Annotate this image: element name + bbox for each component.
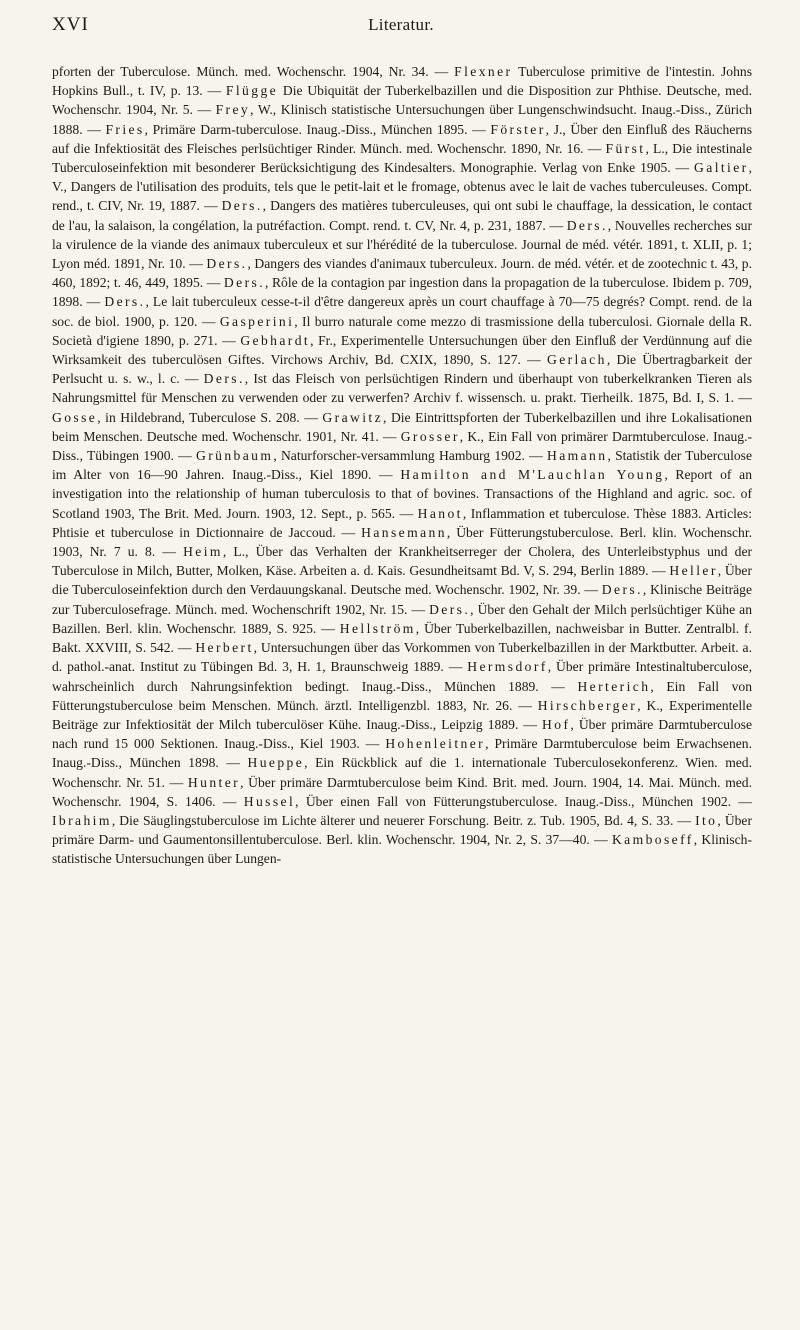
reference-text: , W., Klinisch statistische Untersuchungen über Lungenschwindsucht. Inaug.-Diss., Zürich 1888. — [52,102,752,137]
running-title: Literatur. [368,15,434,34]
reference-text: , Über Fütterungstuberculose. Berl. klin. Wochenschr. 1903, Nr. 7 u. 8. — [52,524,752,560]
reference-text: , Über primäre Darm- und Gaumentonsillentuberculose. Berl. klin. Wochenschr. 1904, Nr. 2, S. 37—40. — [52,812,752,848]
author-name: Herterich [577,678,651,694]
author-name: Flügge [225,83,279,99]
author-name: Gosse [52,409,98,425]
reference-text: , Il burro naturale come mezzo di trasmissione della tuberculosi. Giornale della R. Società d'igiene 1890, p. 271. — [52,313,752,348]
author-name: Hof [542,716,571,732]
author-name: Ders. [223,275,265,291]
author-name: Gerlach [546,352,607,368]
author-name: Hermsdorf [467,659,548,675]
reference-text: , Inflammation et tuberculose. Thèse 1883. Articles: Phtisie et tuberculose in Dictionnaire de Jaccoud. — [52,505,752,540]
reference-text: , Fr., Experimentelle Untersuchungen über den Einfluß der Verdünnung auf die Wirksamkeit des tuberculösen Giftes. Virchows Archiv, Bd. CXIX, 1890, S. 127. — [52,332,752,368]
reference-text: , Die Eintrittspforten der Tuberkelbazillen und ihre Lokalisationen beim Menschen. Deutsche med. Wochenschr. 1901, Nr. 41. — [52,409,752,444]
author-name: Gasperini [219,313,295,329]
reference-text: , Über die Tuberculoseinfektion durch den Verdauungskanal. Deutsche med. Wochenschr. 1902, Nr. 39. — [52,563,752,598]
author-name: Heller [669,563,718,579]
reference-text: , V., Dangers de l'utilisation des produits, tels que le petit-lait et le fromage, obtenus avec le lait de vaches tuberculeuses. Compt. rend., t. CIV, Nr. 19, 1887. — [52,160,752,214]
reference-text: , Primäre Darmtuberculose beim Erwachsenen. Inaug.-Diss., München 1898. — [52,736,752,771]
reference-text: , Ist das Fleisch von perlsüchtigen Rindern und überhaupt von tuberkelkranken Tieren als Nahrungsmittel für Menschen zu verwenden oder zu verwerfen? Archiv f. wissensch. u. prakt. Tierheilk. 1875, Bd. I, S. 1. — [52,371,752,406]
reference-text: , Rôle de la contagion par ingestion dans la propagation de la tuberculose. Ibidem p. 709, 1898. — [52,275,752,310]
reference-text: , Le lait tuberculeux cesse-t-il d'être dangereux après un court chauffage à 70—75 degrés? Compt. rend. de la soc. de biol. 1900, p. 120. — [52,294,752,329]
author-name: Kamboseff [611,832,694,848]
author-name: Ders. [601,582,643,598]
reference-text: , Statistik der Tuberculose im Alter von 16—90 Jahren. Inaug.-Diss., Kiel 1890. — [52,448,752,483]
reference-text: , Naturforscher-versammlung Hamburg 1902. — [273,448,547,464]
author-name: Hanot [417,505,463,521]
author-name: Heim [183,544,223,560]
reference-text: , Klinische Beiträge zur Tuberculosefrage. Münch. med. Wochenschrift 1902, Nr. 15. — [52,582,752,617]
author-name: Flexner [454,64,513,79]
author-name: Förster [490,121,546,137]
author-name: Ders. [104,294,146,310]
author-name: Hellström [339,620,416,636]
author-name: Ito [695,812,718,828]
author-name: Hamilton and M'Lauchlan Young [400,467,665,483]
reference-text: , Primäre Darm-tuberculose. Inaug.-Diss., München 1895. — [144,121,491,137]
author-name: Ibrahim [52,812,112,828]
author-name: Fürst [605,140,646,156]
reference-text: , K., Ein Fall von primärer Darmtuberculose. Inaug.-Diss., Tübingen 1900. — [52,428,753,464]
reference-text: , L., Die intestinale Tuberculoseinfektion mit besonderer Berücksichtigung des Kindesalters. Monographie. Verlag von Enke 1905. — [52,140,752,176]
reference-text: , Über den Gehalt der Milch perlsüchtiger Kühe an Bazillen. Berl. klin. Wochenschr. 1889, S. 925. — [52,601,752,636]
author-name: Hunter [187,774,241,790]
reference-text: , K., Experimentelle Beiträge zur Infektiosität der Milch tuberculöser Kühe. Inaug.-Diss., Leipzig 1889. — [52,697,752,732]
reference-text: , Über Tuberkelbazillen, nachweisbar in Butter. Zentralbl. f. Bakt. XXVIII, S. 542. — [52,620,752,656]
reference-text: , Die Übertragbarkeit der Perlsucht u. s. w., l. c. — [52,352,752,387]
reference-text: , L., Über das Verhalten der Krankheitserreger der Cholera, des Unterleibstyphus und der Tuberculose in Milch, Butter, Molken, Käse. Arbeiten a. d. Kais. Gesundheitsamt Bd. V, S. 294, Berlin 1889. — [52,544,753,579]
author-name: Frey [215,102,251,118]
author-name: Herbert [195,640,254,656]
author-name: Grosser [400,428,460,444]
reference-text: Die Ubiquität der Tuberkelbazillen und die Disposition zur Phthise. Deutsche, med. Wochenschr. 1904, Nr. 5. — [52,83,752,118]
reference-text: , in Hildebrand, Tuberculose S. 208. — [97,409,323,425]
reference-text: , Ein Fall von Fütterungstuberculose beim Menschen. Münch. ärztl. Intelligenzbl. 1883, Nr. 26. — [52,678,752,713]
author-name: Hansemann [361,524,447,540]
author-name: Hueppe [247,755,305,771]
reference-text: pforten der Tuberculose. Münch. med. Wochenschr. 1904, Nr. 34. — [52,64,455,79]
reference-text: , Die Säuglingstuberculose im Lichte älterer und neuerer Forschung. Beitr. z. Tub. 1905, Bd. 4, S. 33. — [111,812,696,828]
author-name: Hamann [547,448,608,464]
reference-text: , J., Über den Einfluß des Räucherns auf die Infektiosität des Fleisches perlsüchtiger Rinder. Münch. med. Wochenschr. 1890, Nr. 16. — [52,121,752,156]
author-name: Grünbaum [196,448,274,464]
reference-text: , Dangers des matières tuberculeuses, qui ont subi le chauffage, la dessication, le contact de l'au, la salaison, la congélation, la putréfaction. Compt. rend. t. CV, Nr. 4, p. 231, 1887. — [52,198,752,233]
author-name: Fries [105,121,145,137]
reference-text: , Über primäre Darmtuberculose nach rund 15 000 Sektionen. Inaug.-Diss., Kiel 1903. — [52,716,752,752]
author-name: Hirschberger [537,697,638,713]
reference-text: , Über primäre Darmtuberculose beim Kind. Brit. med. Journ. 1904, 14. Mai. Münch. med. Wochenschr. 1904, S. 1406. — [52,774,753,809]
author-name: Ders. [566,217,608,233]
reference-text: , Über einen Fall von Fütterungstuberculose. Inaug.-Diss., München 1902. — [295,793,752,809]
reference-text: , Dangers des viandes d'animaux tuberculeux. Journ. de méd. vétér. et de zootechnic t. 43, p. 460, 1892; t. 46, 449, 1895. — [52,256,752,291]
author-name: Grawitz [322,409,384,425]
reference-text: , Nouvelles recherches sur la virulence de la viande des animaux tuberculeux et sur l'hérédité de la tuberculose. Journal de méd. vétér. 1891, t. XLII, p. 1; Lyon méd. 1891, Nr. 10. — [52,217,752,272]
author-name: Ders. [221,198,263,214]
author-name: Ders. [203,371,245,387]
bibliography-text [52,62,752,869]
running-head [52,14,750,40]
reference-text: , Ein Rückblick auf die 1. internationale Tuberculosekonferenz. Wien. med. Wochenschr. Nr. 51. — [52,755,752,790]
author-name: Gebhardt [240,332,311,348]
reference-text: , Report of an investigation into the relationship of human tuberculosis to that of bovines. Transactions of the Highland and agric. soc. of Scotland 1903, The Brit. Med. Journ. 1903, 12. Sept., p. 565. — [52,467,752,521]
author-name: Ders. [429,601,471,617]
reference-text: , Untersuchungen über das Vorkommen von Tuberkelbazillen in der Marktbutter. Arbeit. a. d. pathol.-anat. Institut zu Tübingen Bd. 3, H. 1, Braunschweig 1889. — [52,640,752,675]
page-number: XVI [52,14,89,35]
author-name: Hussel [243,793,296,809]
author-name: Galtier [694,160,749,176]
author-name: Ders. [206,256,248,272]
reference-text: Tuberculose primitive de l'intestin. Johns Hopkins Bull., t. IV, p. 13. — [52,64,752,99]
reference-text: , Klinisch-statistische Untersuchungen über Lungen- [52,832,753,867]
reference-text: , Über primäre Intestinaltuberculose, wahrscheinlich durch Nahrungsinfektion bedingt. Inaug.-Diss., München 1889. — [52,659,752,694]
author-name: Hohenleitner [385,736,486,752]
